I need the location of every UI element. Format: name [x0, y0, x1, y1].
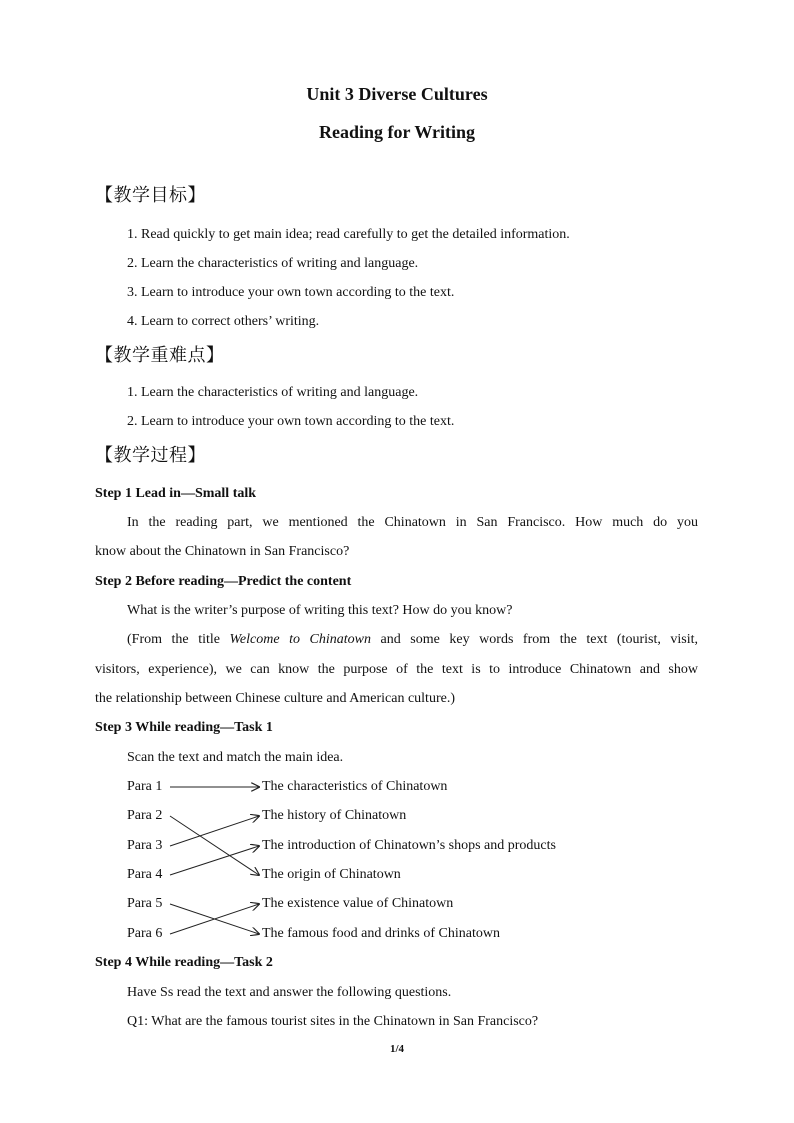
para-label: Para 4 [127, 867, 163, 882]
page-subtitle: Reading for Writing [318, 122, 475, 142]
objective-item: 2. Learn the characteristics of writing and language. [127, 256, 419, 271]
step1-heading: Step 1 Lead in—Small talk [95, 486, 257, 501]
para-label: Para 2 [127, 808, 163, 823]
page-title: Unit 3 Diverse Cultures [306, 84, 488, 104]
para-label: Para 6 [127, 926, 163, 941]
step3-heading: Step 3 While reading—Task 1 [95, 720, 273, 735]
answer-text: (From the title [127, 632, 230, 647]
key-point-item: 1. Learn the characteristics of writing and language. [127, 385, 419, 400]
step2-question: What is the writer’s purpose of writing this text? How do you know? [127, 603, 513, 618]
step4-heading: Step 4 While reading—Task 2 [95, 955, 273, 970]
match-arrow-2 [170, 816, 259, 875]
main-idea: The introduction of Chinatown’s shops and products [262, 838, 556, 853]
para-label: Para 3 [127, 838, 163, 853]
step2-answer [127, 632, 698, 648]
para-label: Para 5 [127, 896, 163, 911]
step3-instruction: Scan the text and match the main idea. [127, 750, 344, 765]
step2-answer: visitors, experience), we can know the purpose of the text is to introduce Chinatown and show [95, 662, 698, 677]
step1-text: In the reading part, we mentioned the Chinatown in San Francisco. How much do you [127, 515, 698, 530]
section-key-points: 【教学重难点】 [95, 345, 225, 366]
objective-item: 4. Learn to correct others’ writing. [127, 314, 320, 329]
main-idea: The existence value of Chinatown [262, 896, 454, 911]
section-objectives: 【教学目标】 [95, 185, 206, 206]
match-arrow-4 [170, 846, 259, 875]
step4-question: Q1: What are the famous tourist sites in the Chinatown in San Francisco? [127, 1014, 539, 1029]
match-arrow-6 [170, 904, 259, 934]
objective-item: 1. Read quickly to get main idea; read carefully to get the detailed information. [127, 227, 570, 242]
key-point-item: 2. Learn to introduce your own town according to the text. [127, 414, 455, 429]
section-process: 【教学过程】 [95, 445, 206, 466]
step4-instruction: Have Ss read the text and answer the following questions. [127, 985, 452, 1000]
objective-item: 3. Learn to introduce your own town according to the text. [127, 285, 455, 300]
page-number: 1/4 [389, 1043, 405, 1055]
match-arrow-5 [170, 904, 259, 934]
para-label: Para 1 [127, 779, 163, 794]
text-title: Welcome to Chinatown [229, 632, 371, 647]
step2-answer: the relationship between Chinese culture and American culture.) [95, 691, 455, 706]
main-idea: The origin of Chinatown [262, 867, 401, 882]
match-arrow-3 [170, 816, 259, 846]
main-idea: The famous food and drinks of Chinatown [262, 926, 500, 941]
answer-text: and some key words from the text (tourist, visit, [371, 632, 698, 647]
step1-text: know about the Chinatown in San Francisco? [95, 544, 350, 559]
main-idea: The characteristics of Chinatown [262, 779, 448, 794]
main-idea: The history of Chinatown [262, 808, 407, 823]
step2-heading: Step 2 Before reading—Predict the content [95, 574, 352, 589]
